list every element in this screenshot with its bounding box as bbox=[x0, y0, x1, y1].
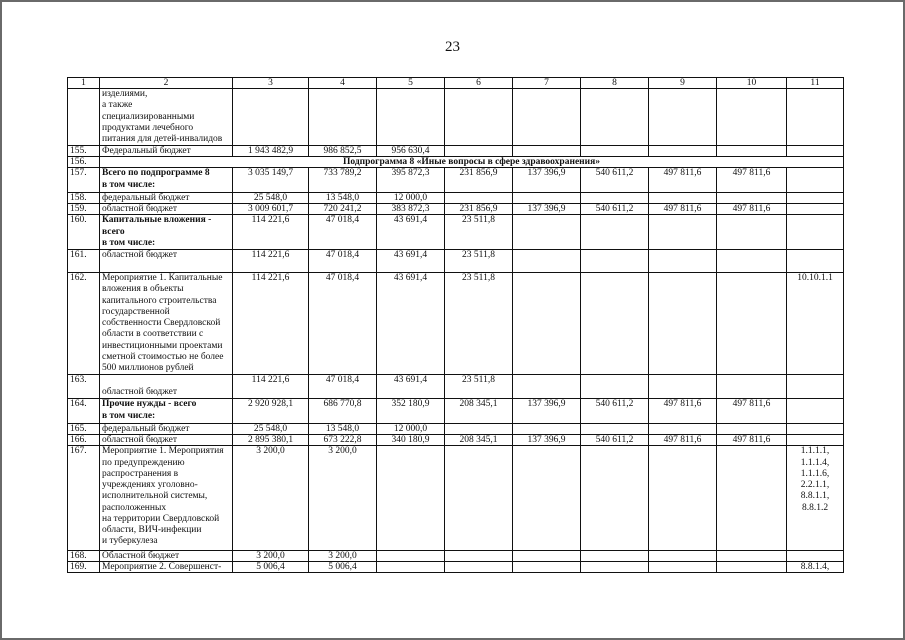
table-row bbox=[68, 551, 844, 562]
value-cell: 208 345,1 bbox=[445, 399, 513, 424]
value-cell bbox=[513, 250, 581, 273]
value-cell bbox=[445, 89, 513, 146]
value-cell: 733 789,2 bbox=[309, 168, 377, 193]
value-cell: 231 856,9 bbox=[445, 204, 513, 215]
value-cell: 497 811,6 bbox=[649, 435, 717, 446]
value-cell: 956 630,4 bbox=[377, 146, 445, 157]
value-cell bbox=[445, 424, 513, 435]
value-cell bbox=[581, 551, 649, 562]
value-cell bbox=[513, 562, 581, 573]
value-cell: 114 221,6 bbox=[233, 250, 309, 273]
table-header-cell: 5 bbox=[377, 78, 445, 89]
target-code-cell bbox=[787, 551, 844, 562]
table-header-cell: 11 bbox=[787, 78, 844, 89]
value-cell bbox=[377, 551, 445, 562]
table-header-cell: 10 bbox=[717, 78, 787, 89]
table-header-cell: 1 bbox=[68, 78, 100, 89]
table-row bbox=[68, 399, 844, 424]
value-cell bbox=[581, 375, 649, 399]
table-header-cell: 8 bbox=[581, 78, 649, 89]
value-cell: 540 611,2 bbox=[581, 399, 649, 424]
table-row bbox=[68, 204, 844, 215]
value-cell: 114 221,6 bbox=[233, 273, 309, 375]
value-cell bbox=[717, 273, 787, 375]
value-cell bbox=[513, 146, 581, 157]
value-cell: 673 222,8 bbox=[309, 435, 377, 446]
value-cell bbox=[649, 89, 717, 146]
table-header-cell: 4 bbox=[309, 78, 377, 89]
value-cell: 3 200,0 bbox=[233, 446, 309, 551]
value-cell: 137 396,9 bbox=[513, 435, 581, 446]
value-cell: 43 691,4 bbox=[377, 250, 445, 273]
value-cell bbox=[445, 146, 513, 157]
budget-table bbox=[67, 77, 844, 573]
row-number-cell: 161. bbox=[68, 250, 100, 273]
target-code-cell bbox=[787, 435, 844, 446]
row-name-cell: Мероприятие 2. Совершенст- bbox=[100, 562, 233, 573]
value-cell bbox=[717, 562, 787, 573]
table-row bbox=[68, 273, 844, 375]
value-cell bbox=[581, 562, 649, 573]
value-cell bbox=[445, 562, 513, 573]
value-cell: 497 811,6 bbox=[717, 168, 787, 193]
value-cell bbox=[445, 551, 513, 562]
value-cell: 114 221,6 bbox=[233, 375, 309, 399]
value-cell bbox=[581, 446, 649, 551]
row-number-cell: 162. bbox=[68, 273, 100, 375]
row-number-cell: 160. bbox=[68, 215, 100, 250]
value-cell bbox=[717, 146, 787, 157]
table-row bbox=[68, 375, 844, 399]
value-cell bbox=[581, 424, 649, 435]
table-header-cell: 9 bbox=[649, 78, 717, 89]
table-row bbox=[68, 250, 844, 273]
value-cell bbox=[581, 89, 649, 146]
target-code-cell bbox=[787, 168, 844, 193]
value-cell bbox=[581, 273, 649, 375]
value-cell bbox=[649, 215, 717, 250]
value-cell bbox=[581, 215, 649, 250]
target-code-cell bbox=[787, 146, 844, 157]
subprogram-title-cell: Подпрограмма 8 «Иные вопросы в сфере здравоохранения» bbox=[100, 157, 844, 168]
value-cell bbox=[513, 273, 581, 375]
table-row bbox=[68, 193, 844, 204]
value-cell: 3 009 601,7 bbox=[233, 204, 309, 215]
value-cell: 137 396,9 bbox=[513, 399, 581, 424]
value-cell: 3 200,0 bbox=[309, 551, 377, 562]
value-cell: 23 511,8 bbox=[445, 250, 513, 273]
value-cell bbox=[513, 89, 581, 146]
table-row bbox=[68, 146, 844, 157]
value-cell: 1 943 482,9 bbox=[233, 146, 309, 157]
value-cell: 2 895 380,1 bbox=[233, 435, 309, 446]
table-header-cell: 3 bbox=[233, 78, 309, 89]
value-cell: 43 691,4 bbox=[377, 215, 445, 250]
value-cell: 3 200,0 bbox=[233, 551, 309, 562]
value-cell: 497 811,6 bbox=[717, 204, 787, 215]
value-cell: 497 811,6 bbox=[649, 399, 717, 424]
table-row bbox=[68, 446, 844, 551]
row-number-cell: 158. bbox=[68, 193, 100, 204]
value-cell: 383 872,3 bbox=[377, 204, 445, 215]
value-cell bbox=[513, 446, 581, 551]
value-cell bbox=[513, 424, 581, 435]
value-cell bbox=[717, 424, 787, 435]
page-number: 23 bbox=[445, 39, 460, 55]
value-cell: 497 811,6 bbox=[717, 435, 787, 446]
value-cell bbox=[513, 193, 581, 204]
target-code-cell bbox=[787, 204, 844, 215]
table-header-cell: 2 bbox=[100, 78, 233, 89]
target-code-cell bbox=[787, 215, 844, 250]
value-cell bbox=[649, 424, 717, 435]
target-code-cell bbox=[787, 250, 844, 273]
value-cell: 47 018,4 bbox=[309, 215, 377, 250]
value-cell bbox=[377, 562, 445, 573]
row-name-cell: Мероприятие 1. Мероприятия по предупреждению распространения в учреждениях уголовно- исполнительной системы, расположенных на территории Свердловской области, ВИЧ-инфекции и туберкулеза bbox=[100, 446, 233, 551]
row-name-cell: Капитальные вложения - всего в том числе: bbox=[100, 215, 233, 250]
value-cell: 137 396,9 bbox=[513, 168, 581, 193]
value-cell bbox=[717, 215, 787, 250]
value-cell: 13 548,0 bbox=[309, 193, 377, 204]
value-cell: 25 548,0 bbox=[233, 424, 309, 435]
row-number-cell: 155. bbox=[68, 146, 100, 157]
table-row bbox=[68, 89, 844, 146]
value-cell: 23 511,8 bbox=[445, 273, 513, 375]
row-name-cell: областной бюджет bbox=[100, 250, 233, 273]
value-cell: 12 000,0 bbox=[377, 193, 445, 204]
target-code-cell bbox=[787, 424, 844, 435]
value-cell bbox=[581, 193, 649, 204]
row-name-cell: федеральный бюджет bbox=[100, 424, 233, 435]
value-cell: 986 852,5 bbox=[309, 146, 377, 157]
value-cell bbox=[513, 375, 581, 399]
value-cell: 23 511,8 bbox=[445, 375, 513, 399]
value-cell bbox=[717, 250, 787, 273]
target-code-cell: 1.1.1.1, 1.1.1.4, 1.1.1.6, 2.2.1.1, 8.8.1.1, 8.8.1.2 bbox=[787, 446, 844, 551]
value-cell bbox=[717, 551, 787, 562]
value-cell bbox=[445, 193, 513, 204]
target-code-cell bbox=[787, 89, 844, 146]
value-cell bbox=[649, 273, 717, 375]
table-row bbox=[68, 435, 844, 446]
value-cell bbox=[377, 446, 445, 551]
value-cell: 231 856,9 bbox=[445, 168, 513, 193]
value-cell: 686 770,8 bbox=[309, 399, 377, 424]
target-code-cell bbox=[787, 193, 844, 204]
value-cell bbox=[717, 446, 787, 551]
row-number-cell: 156. bbox=[68, 157, 100, 168]
row-name-cell: Прочие нужды - всего в том числе: bbox=[100, 399, 233, 424]
value-cell: 340 180,9 bbox=[377, 435, 445, 446]
value-cell bbox=[581, 250, 649, 273]
value-cell bbox=[581, 146, 649, 157]
row-number-cell: 169. bbox=[68, 562, 100, 573]
value-cell: 25 548,0 bbox=[233, 193, 309, 204]
row-name-cell: областной бюджет bbox=[100, 435, 233, 446]
table-row bbox=[68, 424, 844, 435]
table-header-cell: 6 bbox=[445, 78, 513, 89]
value-cell: 47 018,4 bbox=[309, 250, 377, 273]
value-cell: 3 035 149,7 bbox=[233, 168, 309, 193]
value-cell bbox=[649, 250, 717, 273]
target-code-cell bbox=[787, 399, 844, 424]
value-cell: 720 241,2 bbox=[309, 204, 377, 215]
row-name-cell: Областной бюджет bbox=[100, 551, 233, 562]
target-code-cell: 8.8.1.4, bbox=[787, 562, 844, 573]
value-cell bbox=[649, 375, 717, 399]
table-header-row bbox=[68, 78, 844, 89]
value-cell bbox=[717, 89, 787, 146]
row-number-cell: 166. bbox=[68, 435, 100, 446]
value-cell: 395 872,3 bbox=[377, 168, 445, 193]
row-number-cell: 165. bbox=[68, 424, 100, 435]
value-cell: 47 018,4 bbox=[309, 273, 377, 375]
value-cell: 13 548,0 bbox=[309, 424, 377, 435]
value-cell bbox=[309, 89, 377, 146]
value-cell: 5 006,4 bbox=[309, 562, 377, 573]
table-body bbox=[68, 89, 844, 573]
value-cell: 137 396,9 bbox=[513, 204, 581, 215]
value-cell: 2 920 928,1 bbox=[233, 399, 309, 424]
value-cell: 23 511,8 bbox=[445, 215, 513, 250]
value-cell bbox=[717, 193, 787, 204]
value-cell: 43 691,4 bbox=[377, 273, 445, 375]
target-code-cell bbox=[787, 375, 844, 399]
table-row bbox=[68, 157, 844, 168]
row-number-cell: 157. bbox=[68, 168, 100, 193]
value-cell bbox=[513, 551, 581, 562]
row-number-cell: 163. bbox=[68, 375, 100, 399]
value-cell: 352 180,9 bbox=[377, 399, 445, 424]
value-cell bbox=[649, 551, 717, 562]
value-cell bbox=[717, 375, 787, 399]
value-cell bbox=[445, 446, 513, 551]
row-number-cell: 168. bbox=[68, 551, 100, 562]
value-cell: 5 006,4 bbox=[233, 562, 309, 573]
row-name-cell: изделиями, а также специализированными продуктами лечебного питания для детей-инвалидов bbox=[100, 89, 233, 146]
value-cell: 114 221,6 bbox=[233, 215, 309, 250]
table-row bbox=[68, 168, 844, 193]
value-cell bbox=[649, 146, 717, 157]
table-row bbox=[68, 215, 844, 250]
value-cell: 497 811,6 bbox=[717, 399, 787, 424]
row-name-cell: областной бюджет bbox=[100, 204, 233, 215]
row-number-cell: 167. bbox=[68, 446, 100, 551]
row-number-cell: 164. bbox=[68, 399, 100, 424]
value-cell: 540 611,2 bbox=[581, 435, 649, 446]
table-row bbox=[68, 562, 844, 573]
value-cell bbox=[649, 446, 717, 551]
value-cell: 3 200,0 bbox=[309, 446, 377, 551]
value-cell: 47 018,4 bbox=[309, 375, 377, 399]
value-cell bbox=[649, 193, 717, 204]
row-name-cell: Федеральный бюджет bbox=[100, 146, 233, 157]
table-header-cell: 7 bbox=[513, 78, 581, 89]
value-cell bbox=[649, 562, 717, 573]
value-cell: 12 000,0 bbox=[377, 424, 445, 435]
value-cell: 43 691,4 bbox=[377, 375, 445, 399]
row-number-cell bbox=[68, 89, 100, 146]
value-cell: 497 811,6 bbox=[649, 168, 717, 193]
row-number-cell: 159. bbox=[68, 204, 100, 215]
row-name-cell: федеральный бюджет bbox=[100, 193, 233, 204]
row-name-cell: Мероприятие 1. Капитальные вложения в объекты капитального строительства государственной собственности Свердловской области в соответствии с инвестиционными проектами сметной стоимостью не более 500 миллионов рублей bbox=[100, 273, 233, 375]
value-cell: 208 345,1 bbox=[445, 435, 513, 446]
target-code-cell: 10.10.1.1 bbox=[787, 273, 844, 375]
row-name-cell: Всего по подпрограмме 8 в том числе: bbox=[100, 168, 233, 193]
value-cell: 540 611,2 bbox=[581, 204, 649, 215]
value-cell bbox=[233, 89, 309, 146]
value-cell: 497 811,6 bbox=[649, 204, 717, 215]
value-cell bbox=[513, 215, 581, 250]
row-name-cell: областной бюджет bbox=[100, 375, 233, 399]
value-cell bbox=[377, 89, 445, 146]
value-cell: 540 611,2 bbox=[581, 168, 649, 193]
